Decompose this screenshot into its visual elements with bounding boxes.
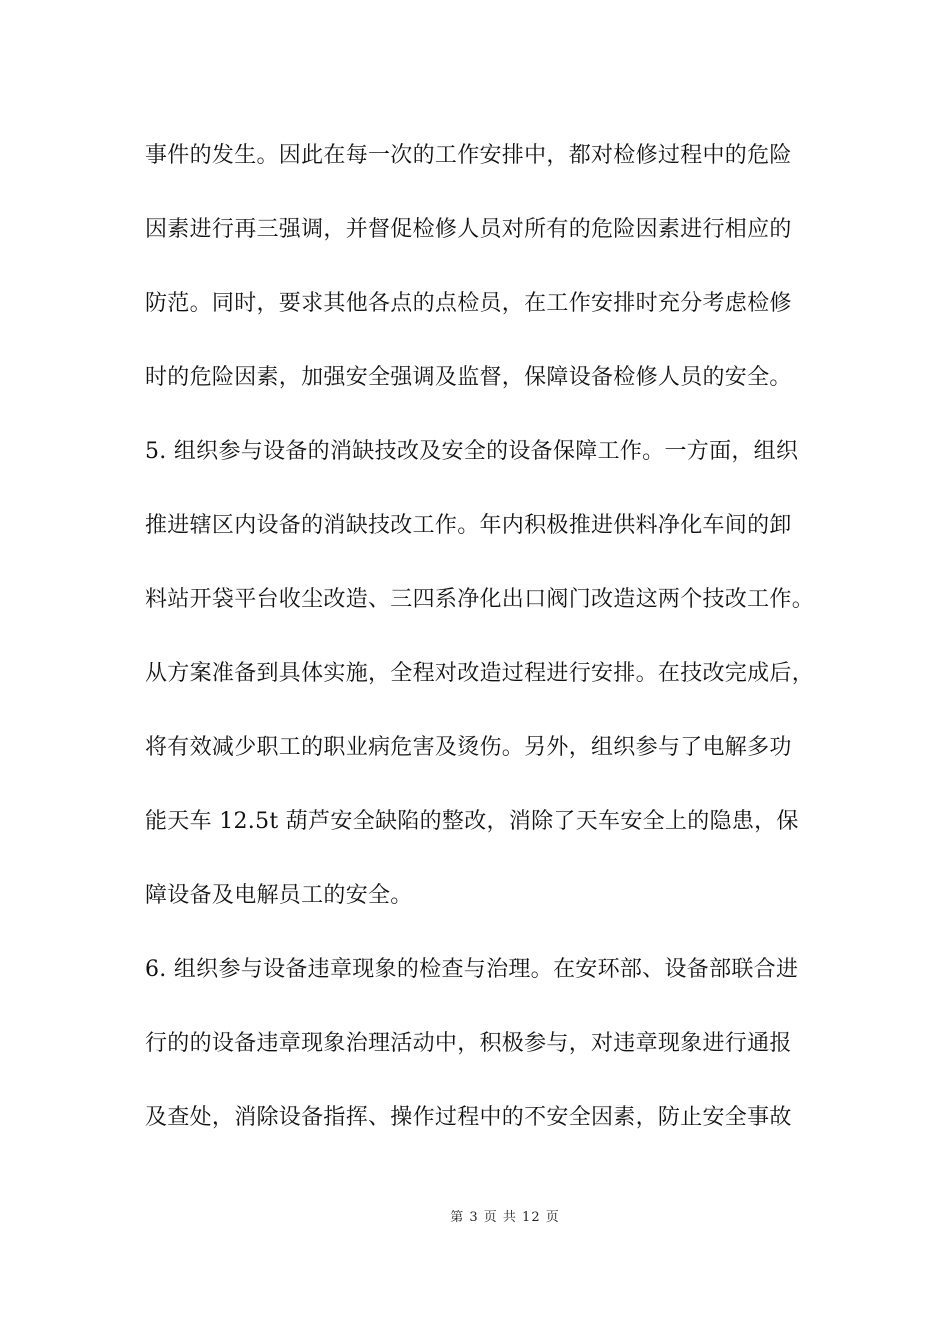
body-line: 因素进行再三强调，并督促检修人员对所有的危险因素进行相应的 bbox=[145, 217, 792, 242]
body-line: 行的的设备违章现象治理活动中，积极参与，对违章现象进行通报 bbox=[145, 1031, 792, 1056]
body-line: 防范。同时，要求其他各点的点检员，在工作安排时充分考虑检修 bbox=[145, 291, 792, 316]
body-line: 将有效减少职工的职业病危害及烫伤。另外，组织参与了电解多功 bbox=[145, 735, 792, 760]
body-line: 6. 组织参与设备违章现象的检查与治理。在安环部、设备部联合进 bbox=[145, 957, 799, 982]
body-line: 料站开袋平台收尘改造、三四系净化出口阀门改造这两个技改工作。 bbox=[145, 587, 815, 612]
body-line: 事件的发生。因此在每一次的工作安排中，都对检修过程中的危险 bbox=[145, 143, 792, 168]
document-body bbox=[145, 128, 825, 1164]
body-line: 从方案准备到具体实施，全程对改造过程进行安排。在技改完成后， bbox=[145, 661, 815, 686]
body-line: 5. 组织参与设备的消缺技改及安全的设备保障工作。一方面，组织 bbox=[145, 439, 799, 464]
page-number-footer: 第 3 页 共 12 页 bbox=[450, 1210, 560, 1225]
body-line: 推进辖区内设备的消缺技改工作。年内积极推进供料净化车间的卸 bbox=[145, 513, 792, 538]
body-line: 时的危险因素，加强安全强调及监督，保障设备检修人员的安全。 bbox=[145, 365, 792, 390]
body-line: 及查处，消除设备指挥、操作过程中的不安全因素，防止安全事故 bbox=[145, 1105, 792, 1130]
body-line: 能天车 12.5t 葫芦安全缺陷的整改，消除了天车安全上的隐患，保 bbox=[145, 809, 799, 834]
body-line: 障设备及电解员工的安全。 bbox=[145, 883, 413, 908]
